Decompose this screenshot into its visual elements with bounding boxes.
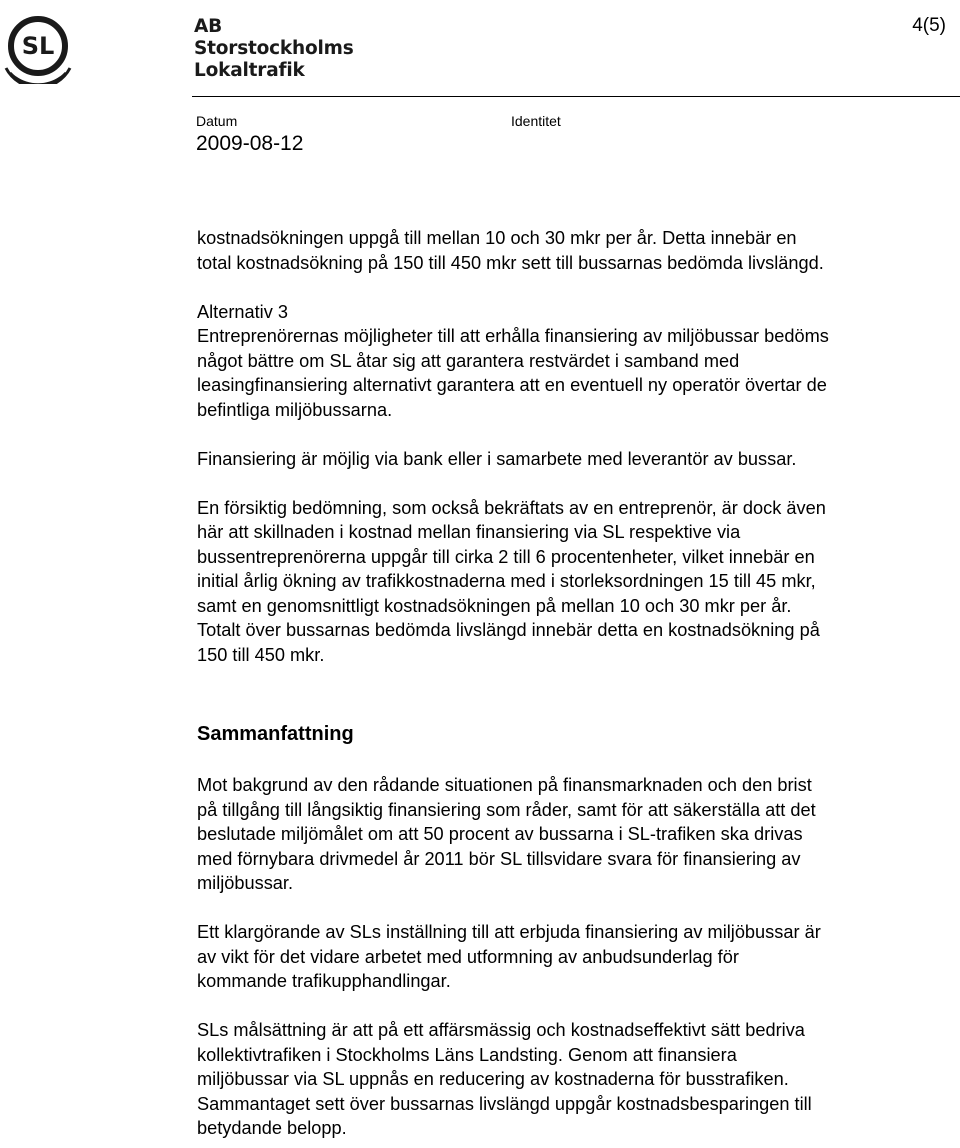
page-number: 4(5) xyxy=(912,15,946,36)
text-line: 150 till 450 mkr. xyxy=(197,644,325,665)
text-line: på tillgång till långsiktig finansiering som råder, samt för att säkerställa att det xyxy=(197,799,816,820)
text-line: samt en genomsnittligt kostnadsökningen på mellan 10 och 30 mkr per år. xyxy=(197,595,792,616)
paragraph xyxy=(197,226,947,275)
summary-body xyxy=(197,773,947,1141)
text-line: något bättre om SL åtar sig att garantera restvärdet i samband med xyxy=(197,350,740,371)
text-line: Sammantaget sett över bussarnas livslängd uppgår kostnadsbesparingen till xyxy=(197,1093,812,1114)
paragraph xyxy=(197,447,947,472)
section-subheading: Alternativ 3 xyxy=(197,301,288,322)
text-line: total kostnadsökning på 150 till 450 mkr sett till bussarnas bedömda livslängd. xyxy=(197,252,824,273)
identity-label: Identitet xyxy=(511,113,561,129)
text-line: Mot bakgrund av den rådande situationen på finansmarknaden och den brist xyxy=(197,775,812,795)
company-name xyxy=(194,16,354,82)
date-value: 2009-08-12 xyxy=(196,132,304,155)
document-body xyxy=(197,226,947,667)
text-line: av vikt för det vidare arbetet med utformning av anbudsunderlag för xyxy=(197,946,739,967)
text-line: betydande belopp. xyxy=(197,1118,347,1138)
paragraph xyxy=(197,1018,947,1141)
text-line: En försiktig bedömning, som också bekräftats av en entreprenör, är dock även xyxy=(197,497,826,518)
text-line: Ett klargörande av SLs inställning till att erbjuda finansiering av miljöbussar är xyxy=(197,922,821,942)
header-divider xyxy=(192,96,960,97)
paragraph xyxy=(197,773,947,896)
logo-text: SL xyxy=(21,32,55,60)
text-line: Entreprenörernas möjligheter till att erhålla finansiering av miljöbussar bedöms xyxy=(197,326,829,346)
sl-logo xyxy=(0,8,76,84)
text-line: bussentreprenörerna uppgår till cirka 2 till 6 procentenheter, vilket innebär en xyxy=(197,546,815,567)
text-line: beslutade miljömålet om att 50 procent av bussarna i SL-trafiken ska drivas xyxy=(197,824,803,844)
text-line: SLs målsättning är att på ett affärsmässig och kostnadseffektivt sätt bedriva xyxy=(197,1020,805,1040)
text-line: kollektivtrafiken i Stockholms Läns Landsting. Genom att finansiera xyxy=(197,1044,737,1065)
text-line: leasingfinansiering alternativt garantera att en eventuell ny operatör övertar de xyxy=(197,375,827,395)
date-label: Datum xyxy=(196,113,238,129)
text-line: befintliga miljöbussarna. xyxy=(197,399,393,420)
company-line: AB xyxy=(194,16,223,37)
text-line: kostnadsökningen uppgå till mellan 10 och 30 mkr per år. Detta innebär en xyxy=(197,228,797,248)
text-line: här att skillnaden i kostnad mellan finansiering via SL respektive via xyxy=(197,522,741,542)
paragraph xyxy=(197,920,947,994)
company-line: Storstockholms xyxy=(194,38,354,59)
text-line: kommande trafikupphandlingar. xyxy=(197,971,451,991)
paragraph xyxy=(197,300,947,423)
text-line: miljöbussar. xyxy=(197,873,294,893)
paragraph xyxy=(197,496,947,668)
company-line: Lokaltrafik xyxy=(194,60,305,81)
section-heading: Sammanfattning xyxy=(197,723,354,745)
text-line: Totalt över bussarnas bedömda livslängd innebär detta en kostnadsökning på xyxy=(197,620,820,640)
text-line: initial årlig ökning av trafikkostnaderna med i storleksordningen 15 till 45 mkr, xyxy=(197,571,816,591)
text-line: miljöbussar via SL uppnås en reducering av kostnaderna för busstrafiken. xyxy=(197,1069,789,1089)
text-line: med förnybara drivmedel år 2011 bör SL tillsvidare svara för finansiering av xyxy=(197,848,801,869)
text-line: Finansiering är möjlig via bank eller i samarbete med leverantör av bussar. xyxy=(197,448,797,469)
